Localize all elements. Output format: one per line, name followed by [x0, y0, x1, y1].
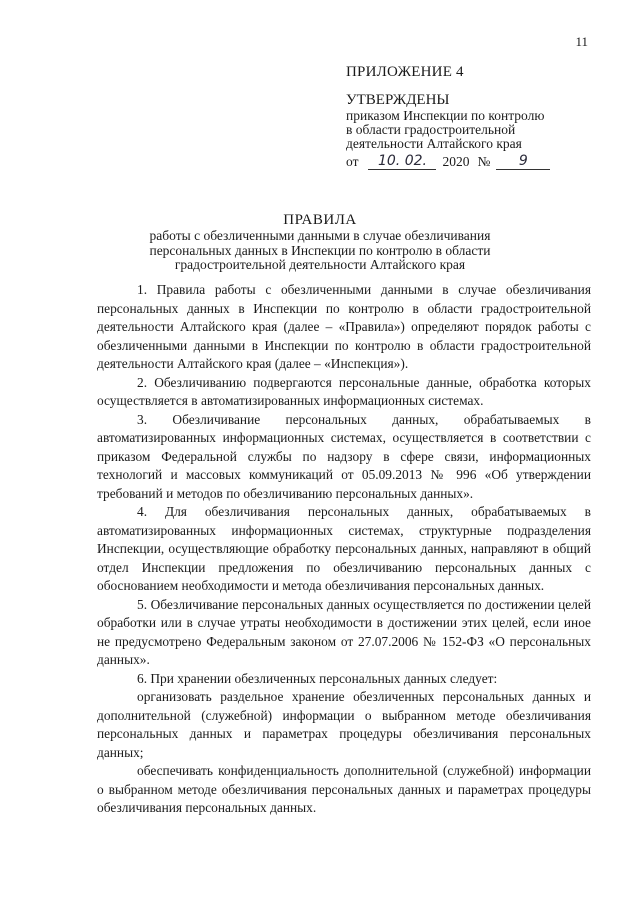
- document-title: ПРАВИЛА: [283, 212, 357, 228]
- document-subtitle-line-1: работы с обезличенными данными в случае обезличивания: [149, 228, 491, 243]
- paragraph-6-item-2: обеспечивать конфиденциальность дополнительной (служебной) информации о выбранном методе обезличивания персональных данных и параметрах процедуры обезличивания персональных данных.: [97, 763, 591, 815]
- appendix-label: ПРИЛОЖЕНИЕ 4: [346, 64, 464, 80]
- paragraph-4: 4. Для обезличивания персональных данных, обрабатываемых в автоматизированных информационных системах, структурные подразделения Инспекции, осуществляющие обработку персональных данных, направляют в общий отдел Инспекции предложения по обезличиванию персональных данных с обоснованием необходимости и метода обезличивания персональных данных.: [97, 504, 591, 593]
- approval-date-line: [346, 153, 596, 170]
- date-prefix: от: [346, 154, 359, 169]
- paragraph-6-item-1: организовать раздельное хранение обезличенных персональных данных и дополнительной (служебной) информации о выбранном методе обезличивания персональных данных и параметрах процедуры обезличивания персональных данных;: [97, 689, 591, 760]
- document-heading: [120, 212, 520, 273]
- document-subtitle-line-2: персональных данных в Инспекции по контролю в области: [149, 242, 491, 258]
- approval-year: 2020: [442, 154, 470, 169]
- number-sign: №: [477, 154, 491, 169]
- approved-line-3: деятельности Алтайского края: [346, 136, 522, 151]
- handwritten-date: 10. 02.: [368, 153, 436, 170]
- paragraph-2: 2. Обезличиванию подвергаются персональные данные, обработка которых осуществляется в автоматизированных информационных системах.: [97, 374, 591, 408]
- approved-label: УТВЕРЖДЕНЫ: [346, 92, 450, 108]
- approved-line-1: приказом Инспекции по контролю: [346, 108, 545, 123]
- paragraph-3: 3. Обезличивание персональных данных, обрабатываемых в автоматизированных информационных системах, осуществляется в соответствии с приказом Федеральной службы по надзору в сфере связи, информационных технологий и массовых коммуникаций от 05.09.2013 № 996 «Об утверждении требований и методов по обезличиванию персональных данных».: [97, 411, 591, 501]
- paragraph-1: 1. Правила работы с обезличенными данными в случае обезличивания персональных данных в Инспекции по контролю в области градостроительной деятельности Алтайского края (далее – «Правила») определяют порядок работы с обезличенными данными в Инспекции по контролю в области градостроительной деятельности Алтайского края (далее – «Инспекция»).: [97, 282, 591, 371]
- page-number: 11: [575, 34, 588, 49]
- approved-line-2: в области градостроительной: [346, 122, 516, 137]
- document-subtitle-line-3: градостроительной деятельности Алтайского края: [174, 257, 466, 272]
- approval-block: [346, 92, 596, 170]
- document-body: [97, 281, 591, 818]
- paragraph-6: 6. При хранении обезличенных персональных данных следует:: [137, 670, 498, 686]
- handwritten-number: 9: [496, 153, 550, 170]
- paragraph-5: 5. Обезличивание персональных данных осуществляется по достижении целей обработки или в случае утраты необходимости в достижении этих целей, если иное не предусмотрено Федеральным законом от 27.07.2006 № 152-ФЗ «О персональных данных».: [97, 596, 591, 667]
